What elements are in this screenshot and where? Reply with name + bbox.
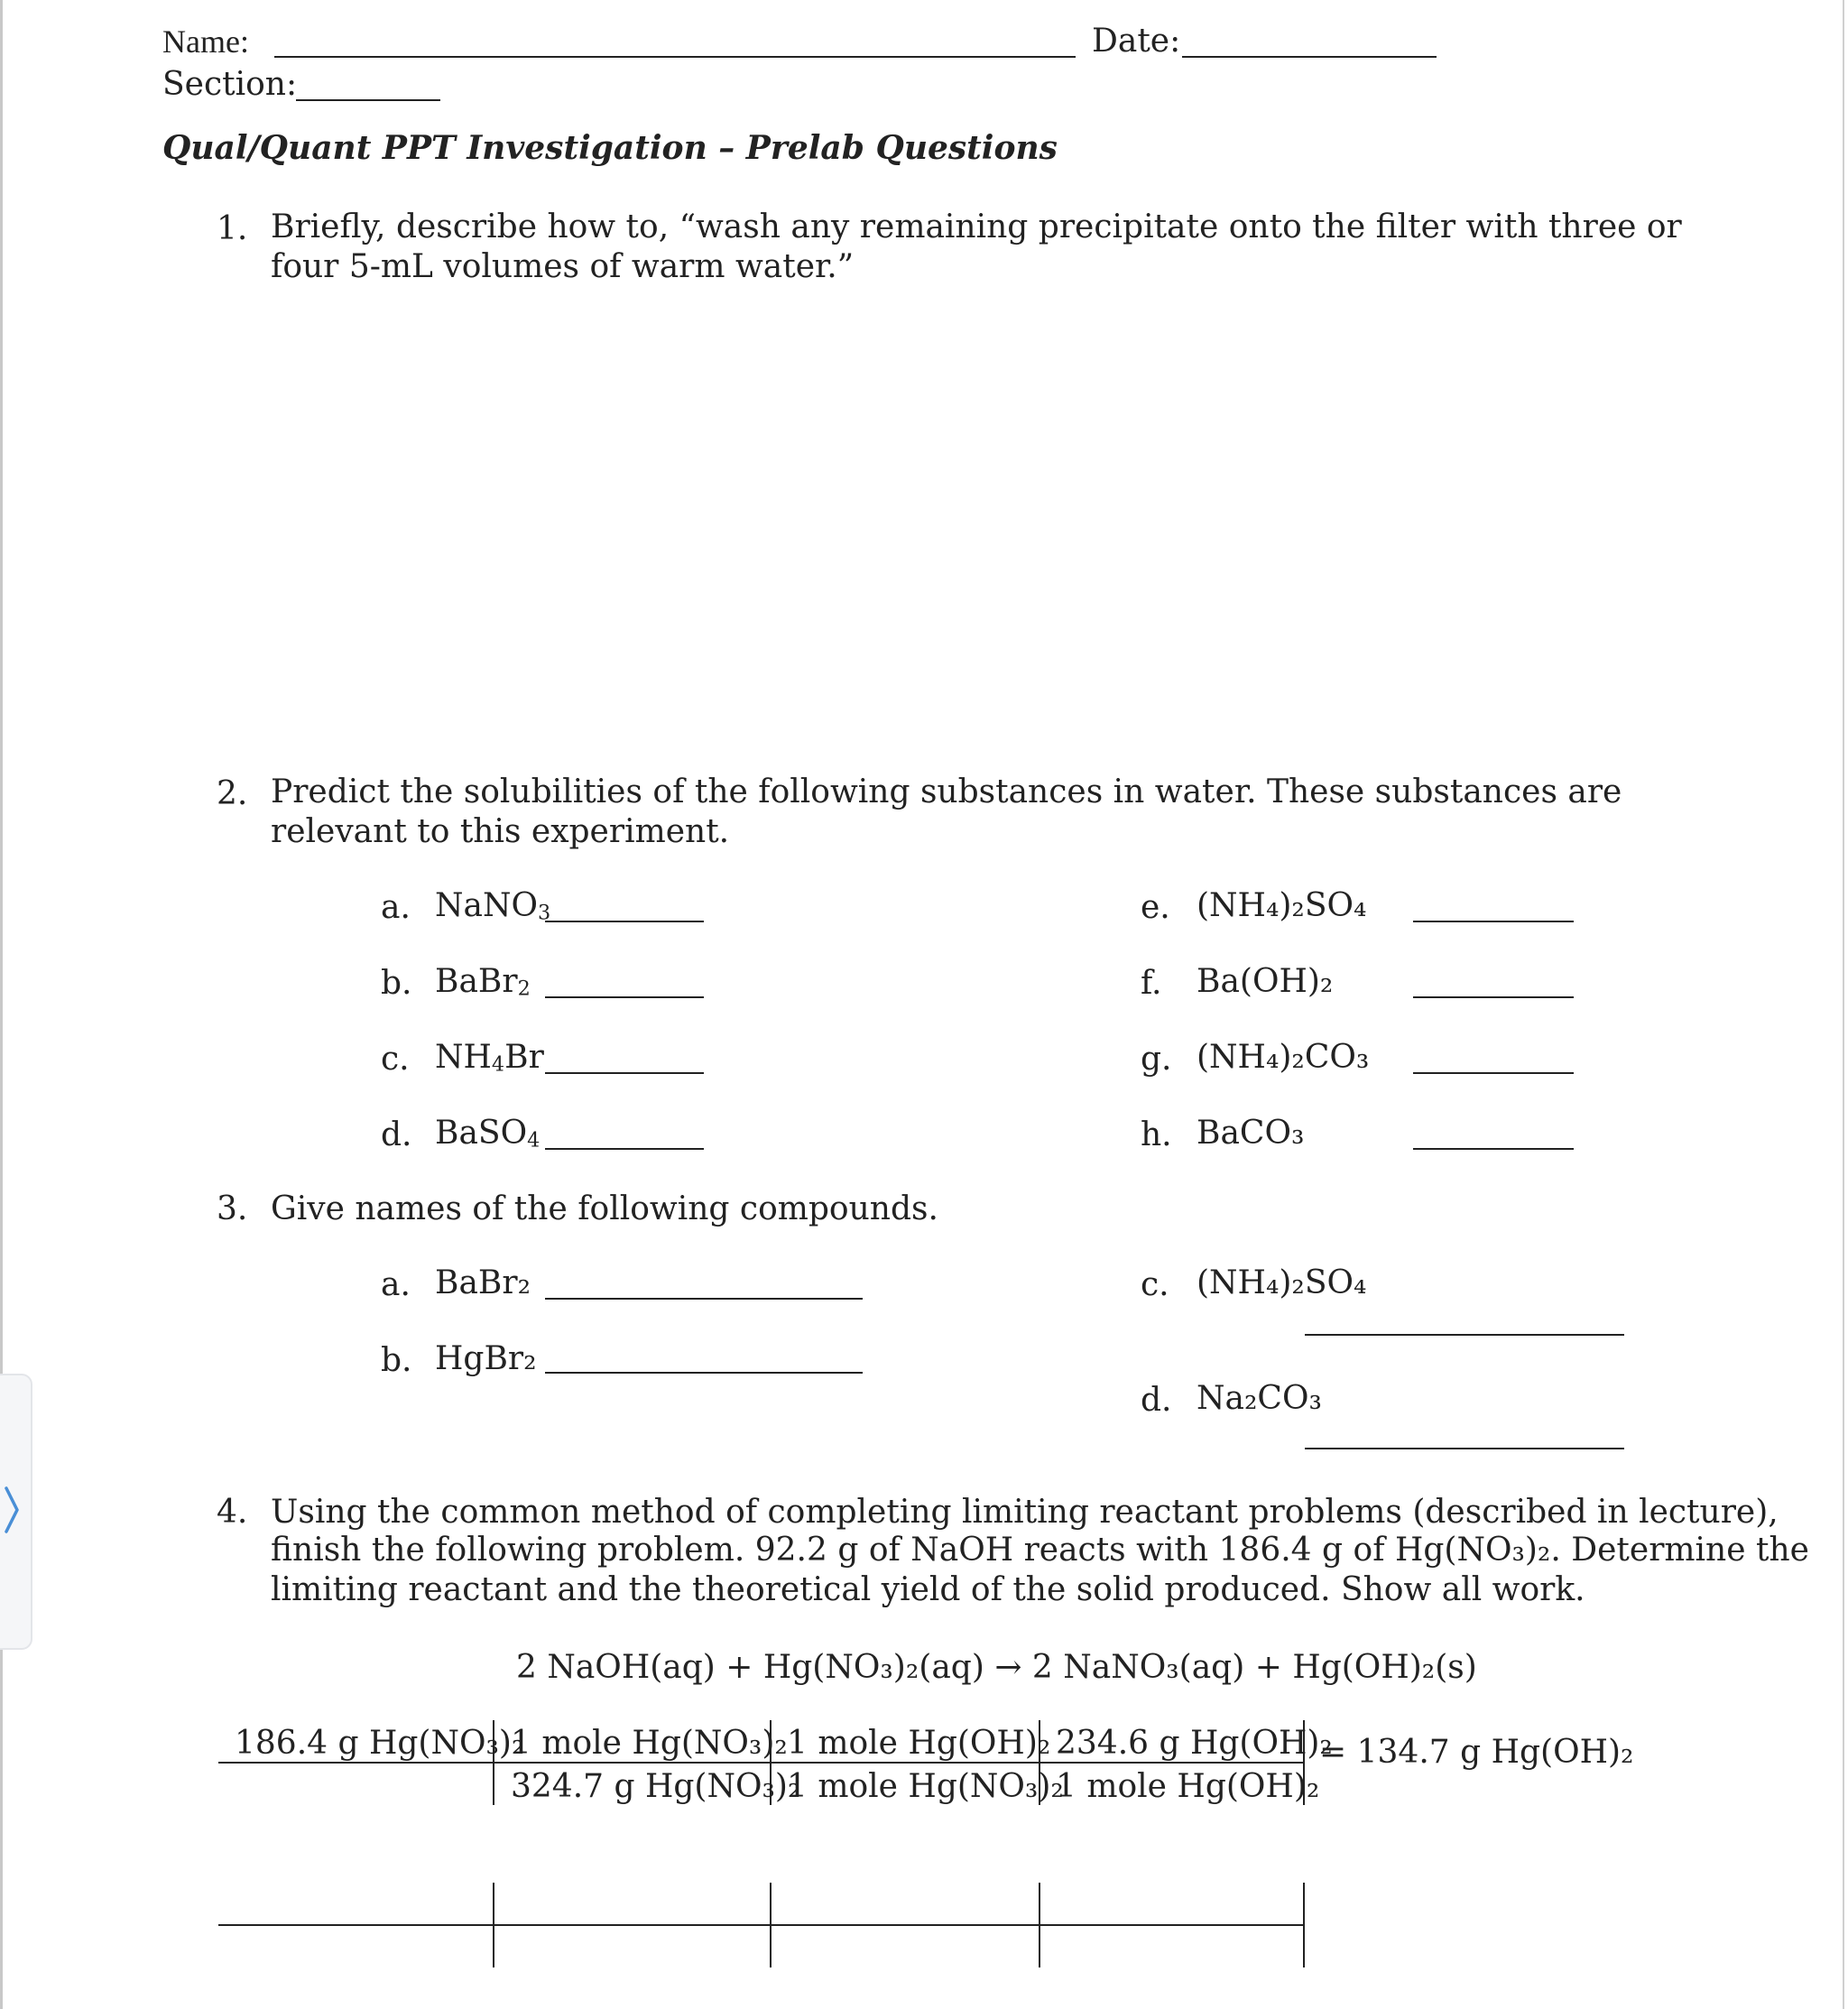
factor-denominator: 1 mole Hg(NO₃)₂ <box>787 1768 1064 1805</box>
answer-blank[interactable] <box>1305 1334 1624 1336</box>
work-table-divider <box>1303 1883 1305 1967</box>
item-formula: Na₂CO₃ <box>1197 1380 1322 1417</box>
item-letter: c. <box>1141 1266 1169 1303</box>
item-formula <box>435 963 531 1001</box>
formula-part: Br <box>504 1039 544 1076</box>
formula-subscript: 4 <box>527 1128 541 1153</box>
answer-blank[interactable] <box>1413 1072 1574 1074</box>
item-formula: BaBr₂ <box>435 1264 531 1301</box>
answer-blank[interactable] <box>545 1298 863 1300</box>
item-letter: e. <box>1141 889 1170 926</box>
item-letter: f. <box>1141 965 1162 1002</box>
item-formula: BaCO₃ <box>1197 1115 1305 1152</box>
table-divider <box>493 1720 494 1805</box>
answer-blank[interactable] <box>1413 1148 1574 1150</box>
answer-blank[interactable] <box>1413 996 1574 998</box>
item-formula: Ba(OH)₂ <box>1197 963 1334 1000</box>
section-label: Section: <box>162 66 298 103</box>
answer-blank[interactable] <box>1413 921 1574 922</box>
formula-part: BaSO <box>435 1115 528 1152</box>
item-formula: HgBr₂ <box>435 1340 537 1377</box>
conversion-start: 186.4 g Hg(NO₃)₂ <box>235 1725 525 1762</box>
formula-part: NaNO <box>435 887 538 924</box>
question-text: Briefly, describe how to, “wash any remaining precipitate onto the filter with three or four 5-mL volumes of warm water.” <box>271 208 1682 285</box>
item-letter: d. <box>381 1116 412 1153</box>
work-table-divider <box>493 1883 494 1967</box>
item-formula <box>435 887 551 925</box>
item-letter: b. <box>381 965 412 1002</box>
item-letter: b. <box>381 1342 412 1379</box>
item-letter: a. <box>381 889 411 926</box>
factor-numerator: 1 mole Hg(NO₃)₂ <box>511 1725 788 1762</box>
question-text: Give names of the following compounds. <box>271 1190 938 1227</box>
item-letter: d. <box>1141 1382 1172 1419</box>
item-formula: (NH₄)₂SO₄ <box>1197 887 1367 924</box>
formula-part: NH <box>435 1039 492 1076</box>
page-edge <box>0 0 3 2009</box>
name-blank[interactable] <box>274 56 1076 58</box>
formula-subscript: 4 <box>491 1052 505 1077</box>
date-label: Date: <box>1092 23 1181 60</box>
question-text: limiting reactant and the theoretical yield of the solid produced. Show all work. <box>271 1571 1585 1608</box>
question-number: 1. <box>217 210 248 247</box>
answer-blank[interactable] <box>1305 1448 1624 1449</box>
item-formula <box>435 1115 541 1153</box>
date-blank[interactable] <box>1182 56 1437 58</box>
item-letter: h. <box>1141 1116 1172 1153</box>
question-text: Predict the solubilities of the following substances in water. These substances are relevant to this experiment. <box>271 773 1622 850</box>
answer-blank[interactable] <box>545 1148 704 1150</box>
answer-blank[interactable] <box>545 1072 704 1074</box>
answer-blank[interactable] <box>545 921 704 922</box>
chemical-equation: 2 NaOH(aq) + Hg(NO₃)₂(aq) → 2 NaNO₃(aq) + Hg(OH)₂(s) <box>516 1649 1477 1686</box>
factor-numerator: 234.6 g Hg(OH)₂ <box>1056 1725 1333 1762</box>
formula-part: BaBr <box>435 963 518 1000</box>
page-title: Qual/Quant PPT Investigation – Prelab Questions <box>162 129 1058 167</box>
question-number: 2. <box>217 775 248 812</box>
question-number: 3. <box>217 1190 248 1227</box>
item-letter: a. <box>381 1266 411 1303</box>
name-label: Name: <box>162 23 249 60</box>
item-formula: (NH₄)₂CO₃ <box>1197 1039 1370 1076</box>
section-blank[interactable] <box>296 99 440 101</box>
question-number: 4. <box>217 1494 248 1531</box>
item-letter: c. <box>381 1041 410 1078</box>
item-letter: g. <box>1141 1041 1172 1078</box>
item-formula: (NH₄)₂SO₄ <box>1197 1264 1367 1301</box>
question-text: finish the following problem. 92.2 g of NaOH reacts with 186.4 g of Hg(NO₃)₂. Determine the <box>271 1532 1809 1569</box>
answer-blank[interactable] <box>545 1372 863 1374</box>
conversion-result: = 134.7 g Hg(OH)₂ <box>1319 1734 1634 1771</box>
work-table-divider <box>770 1883 772 1967</box>
factor-denominator: 324.7 g Hg(NO₃)₂ <box>511 1768 801 1805</box>
fraction-bar <box>218 1762 1303 1764</box>
sidebar-toggle-button[interactable] <box>0 1374 32 1650</box>
page-edge <box>1843 0 1844 2009</box>
question-text: Using the common method of completing limiting reactant problems (described in lecture), <box>271 1494 1779 1531</box>
answer-blank[interactable] <box>545 996 704 998</box>
factor-denominator: 1 mole Hg(OH)₂ <box>1056 1768 1320 1805</box>
chevron-right-icon <box>4 1486 20 1533</box>
item-formula <box>435 1039 544 1077</box>
work-table-line <box>218 1924 1303 1926</box>
factor-numerator: 1 mole Hg(OH)₂ <box>787 1725 1051 1762</box>
formula-subscript: 2 <box>517 977 531 1001</box>
work-table-divider <box>1039 1883 1040 1967</box>
formula-subscript: 3 <box>537 901 551 925</box>
